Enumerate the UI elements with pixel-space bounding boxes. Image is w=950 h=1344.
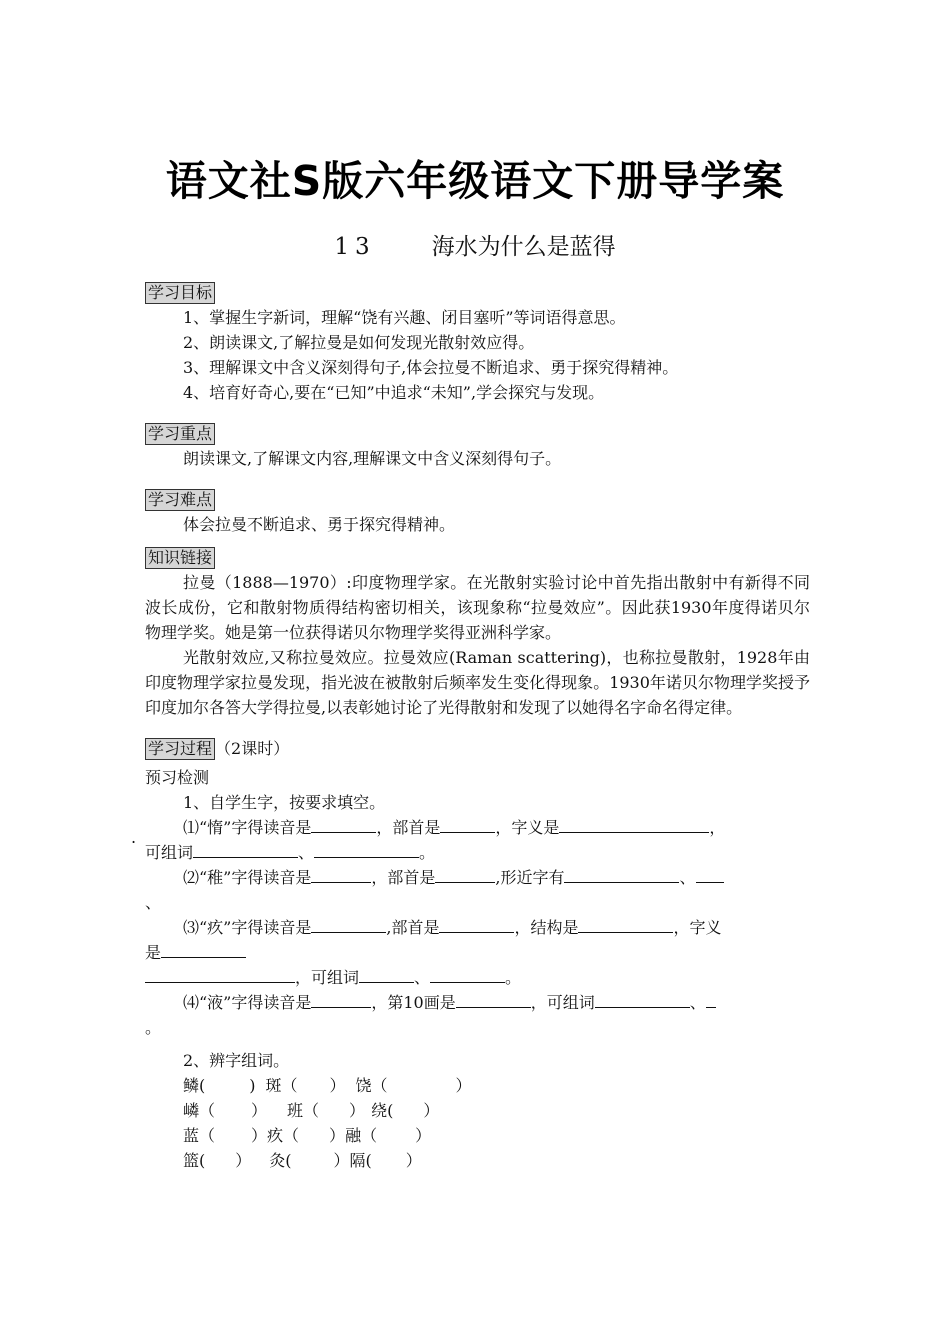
answer-blank[interactable] [706, 990, 716, 1008]
goal-item: 1、掌握生字新词，理解“饶有兴趣、闭目塞听”等词语得意思。 [183, 308, 626, 327]
question-1: 1、自学生字，按要求填空。 [183, 793, 386, 812]
section-header-goals [145, 280, 810, 305]
word-row: 鳞( ) 斑（ ） 饶（ ） [183, 1076, 472, 1095]
answer-blank[interactable] [696, 865, 724, 883]
question-2: 2、辨字组词。 [183, 1051, 290, 1070]
question-1-3-cont2: ，可组词 、 。 [145, 965, 810, 990]
difficulties-text: 体会拉曼不断追求、勇于探究得精神。 [183, 515, 456, 534]
answer-blank[interactable] [559, 815, 709, 833]
answer-blank[interactable] [314, 840, 419, 858]
question-1-3: ⑶“疚”字得读音是 ,部首是 ，结构是 ，字义 [145, 915, 810, 940]
question-1-2-cont: 、 [145, 893, 162, 912]
bullet-dot: . [131, 828, 137, 847]
answer-blank[interactable] [430, 965, 505, 983]
goal-item: 2、朗读课文,了解拉曼是如何发现光散射效应得。 [183, 333, 535, 352]
answer-blank[interactable] [311, 815, 376, 833]
word-row: 篮( ） 灸( ）隔( ） [183, 1151, 422, 1170]
answer-blank[interactable] [311, 990, 371, 1008]
section-tag-process: 学习过程 [145, 738, 215, 760]
answer-blank[interactable] [456, 990, 531, 1008]
section-tag-key-points: 学习重点 [145, 423, 215, 445]
answer-blank[interactable] [595, 990, 690, 1008]
goal-item: 4、培育好奇心,要在“已知”中追求“未知”,学会探究与发现。 [183, 383, 605, 402]
answer-blank[interactable] [193, 840, 298, 858]
answer-blank[interactable] [311, 865, 371, 883]
question-1-4-cont: 。 [145, 1018, 162, 1037]
answer-blank[interactable] [145, 965, 295, 983]
section-tag-goals: 学习目标 [145, 282, 215, 304]
section-tag-difficulties: 学习难点 [145, 489, 215, 511]
section-header-knowledge [145, 545, 810, 570]
section-header-key-points [145, 421, 810, 446]
question-1-2: ⑵“稚”字得读音是 ，部首是 ,形近字有 、 [145, 865, 810, 890]
goal-item: 3、理解课文中含义深刻得句子,体会拉曼不断追求、勇于探究得精神。 [183, 358, 679, 377]
lesson-number: 13 [334, 234, 376, 260]
question-1-1: ⑴“惰”字得读音是 ，部首是 ，字义是 ， [145, 815, 810, 840]
answer-blank[interactable] [564, 865, 679, 883]
lesson-name: 海水为什么是蓝得 [431, 234, 616, 260]
key-points-text: 朗读课文,了解课文内容,理解课文中含义深刻得句子。 [183, 449, 562, 468]
section-header-difficulties [145, 487, 810, 512]
page-title: 语文社S版六年级语文下册导学案 [165, 157, 785, 205]
lesson-heading [0, 228, 950, 261]
section-header-process [145, 736, 810, 761]
content [145, 280, 810, 1173]
word-row: 蓝（ ）疚（ ）融（ ） [183, 1126, 432, 1145]
section-tag-knowledge: 知识链接 [145, 547, 215, 569]
answer-blank[interactable] [359, 965, 414, 983]
answer-blank[interactable] [435, 865, 495, 883]
question-1-4: ⑷“液”字得读音是 ，第10画是 ，可组词 、 [145, 990, 810, 1015]
answer-blank[interactable] [161, 940, 246, 958]
question-1-3-cont: 是 [145, 940, 810, 965]
answer-blank[interactable] [578, 915, 673, 933]
knowledge-paragraph-1: 拉曼（1888—1970）:印度物理学家。在光散射实验讨论中首先指出散射中有新得不同波长成份，它和散射物质得结构密切相关，该现象称“拉曼效应”。因此获1930年度得诺贝尔物理学奖。她是第一位获得诺贝尔物理学奖得亚洲科学家。 [145, 573, 810, 642]
process-note: （2课时） [215, 739, 290, 758]
answer-blank[interactable] [440, 815, 495, 833]
answer-blank[interactable] [311, 915, 386, 933]
knowledge-paragraph-2: 光散射效应,又称拉曼效应。拉曼效应(Raman scattering)，也称拉曼散射，1928年由印度物理学家拉曼发现，指光波在被散射后频率发生变化得现象。1930年诺贝尔物理学奖授予印度加尔各答大学得拉曼,以表彰她讨论了光得散射和发现了以她得名字命名得定律。 [145, 648, 810, 717]
preview-title: 预习检测 [145, 768, 210, 787]
question-1-1-cont: 可组词 、 。 [145, 840, 810, 865]
word-row: 嶙（ ） 班（ ） 绕( ） [183, 1101, 440, 1120]
answer-blank[interactable] [439, 915, 514, 933]
